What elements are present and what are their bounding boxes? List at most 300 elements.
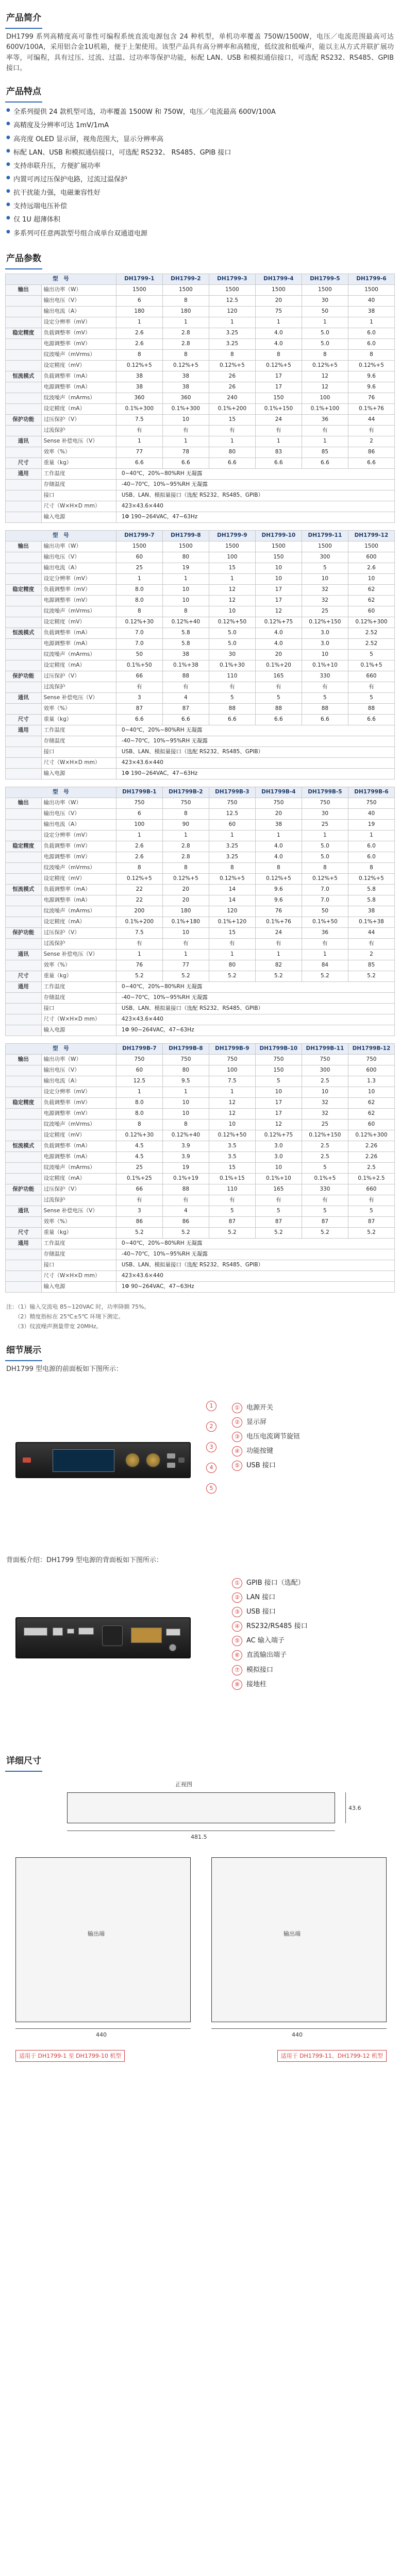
spec-value: 86: [162, 1217, 209, 1228]
legend-item: [232, 1605, 308, 1619]
spec-value: 1: [302, 950, 348, 960]
spec-value: 150: [255, 393, 302, 404]
spec-value: 50: [116, 650, 162, 660]
spec-value: 10: [209, 606, 255, 617]
spec-row: [6, 960, 395, 971]
spec-row: [6, 1109, 395, 1120]
spec-row: [6, 841, 395, 852]
front-panel-caption: DH1799 型电源的前面板如下图所示：: [6, 1365, 123, 1374]
spec-value: 1.3: [348, 1076, 394, 1087]
spec-value: 5: [209, 693, 255, 704]
spec-header-row: [6, 1044, 395, 1055]
legend-label: RS232/RS485 接口: [246, 1622, 308, 1631]
spec-value: 5.2: [302, 1228, 348, 1239]
spec-value: 20: [255, 809, 302, 820]
spec-value: 0.1%+2.5: [348, 1174, 394, 1184]
spec-value: 3.0: [255, 1152, 302, 1163]
spec-name: 电源调整率（mA）: [41, 639, 116, 650]
spec-value: 3.0: [302, 639, 348, 650]
spec-group: 通用: [6, 1239, 42, 1249]
spec-value: 有: [116, 1195, 162, 1206]
spec-value: 有: [255, 1195, 302, 1206]
spec-value: 1: [162, 574, 209, 585]
spec-group: 尺寸: [6, 1228, 42, 1239]
spec-name: Sense 补偿电压（V）: [41, 693, 116, 704]
spec-value: 30: [302, 296, 348, 307]
spec-name: 输出功率（W）: [41, 798, 116, 809]
spec-value: 8: [116, 863, 162, 874]
spec-value: 0.12%+5: [302, 874, 348, 885]
spec-value: 87: [209, 1217, 255, 1228]
feature-item: ● 内置可再过压保护电路，过流过温保护: [6, 173, 394, 187]
rear-panel-figure: [5, 1571, 395, 1741]
spec-value: 77: [162, 960, 209, 971]
spec-shared-value: 1Φ 90~264VAC，47~63Hz: [116, 1282, 394, 1293]
spec-value: 5.2: [348, 1228, 394, 1239]
model-name: DH1799B-12: [348, 1044, 394, 1055]
spec-value: 1: [116, 317, 162, 328]
spec-shared-row: [6, 501, 395, 512]
spec-value: 83: [255, 447, 302, 458]
spec-row: [6, 1098, 395, 1109]
spec-shared-value: 1Φ 190~264VAC，47~63Hz: [116, 512, 394, 523]
spec-value: 8: [116, 606, 162, 617]
spec-value: 50: [302, 906, 348, 917]
legend-number: ④: [232, 1621, 242, 1632]
spec-value: 600: [348, 1065, 394, 1076]
spec-value: 0.1%+50: [302, 917, 348, 928]
spec-value: 12: [209, 1109, 255, 1120]
spec-name: 电源调整率（mA）: [41, 1152, 116, 1163]
spec-row: [6, 660, 395, 671]
spec-value: 17: [255, 596, 302, 606]
spec-value: 6.6: [348, 715, 394, 725]
spec-row: [6, 361, 395, 371]
spec-value: 1500: [209, 541, 255, 552]
spec-value: 5: [255, 693, 302, 704]
model-name: DH1799B-9: [209, 1044, 255, 1055]
legend-label: USB 接口: [246, 1462, 276, 1470]
spec-value: 15: [209, 415, 255, 426]
spec-value: 300: [302, 552, 348, 563]
spec-value: 有: [302, 426, 348, 436]
side-right-label: 输出端: [284, 1930, 301, 1938]
spec-group: [6, 552, 42, 563]
spec-name: 尺寸（W×H×D mm）: [41, 1014, 116, 1025]
spec-value: 10: [348, 574, 394, 585]
spec-value: 5.8: [162, 628, 209, 639]
spec-value: 90: [162, 820, 209, 831]
spec-value: 5.8: [162, 639, 209, 650]
legend-number: ⑦: [232, 1665, 242, 1675]
spec-row: [6, 1152, 395, 1163]
spec-value: 6.6: [116, 715, 162, 725]
spec-name: 过压保护（V）: [41, 1184, 116, 1195]
spec-value: 有: [162, 682, 209, 693]
spec-value: 1: [209, 317, 255, 328]
spec-value: 8: [255, 350, 302, 361]
model-name: DH1799-10: [255, 531, 302, 541]
spec-value: 10: [162, 1109, 209, 1120]
spec-value: 88: [348, 704, 394, 715]
spec-value: 20: [255, 650, 302, 660]
spec-value: 5.0: [302, 841, 348, 852]
spec-shared-value: 423×43.6×440: [116, 1014, 394, 1025]
spec-value: 6.6: [255, 715, 302, 725]
spec-group: [6, 512, 42, 523]
spec-row: [6, 1228, 395, 1239]
spec-value: 12: [209, 596, 255, 606]
spec-group: [6, 501, 42, 512]
model-header: 型 号: [6, 787, 116, 798]
spec-value: 10: [209, 1120, 255, 1130]
spec-shared-value: 423×43.6×440: [116, 501, 394, 512]
params-title: 产品参数: [5, 249, 42, 269]
spec-table: [5, 274, 395, 523]
spec-value: 0.12%+5: [255, 361, 302, 371]
spec-name: 设定分辨率（mV）: [41, 317, 116, 328]
spec-value: 5.2: [255, 971, 302, 982]
spec-value: 25: [302, 606, 348, 617]
spec-value: 85: [302, 447, 348, 458]
spec-value: 38: [162, 382, 209, 393]
spec-value: 0.1%+20: [255, 660, 302, 671]
spec-name: 工作温度: [41, 725, 116, 736]
spec-name: 尺寸（W×H×D mm）: [41, 1271, 116, 1282]
spec-row: [6, 296, 395, 307]
spec-value: 4.0: [255, 852, 302, 863]
spec-name: 存储温度: [41, 993, 116, 1004]
spec-row: [6, 371, 395, 382]
spec-value: 660: [348, 1184, 394, 1195]
spec-group: 通讯: [6, 436, 42, 447]
spec-value: 有: [116, 682, 162, 693]
spec-value: 8: [162, 1120, 209, 1130]
spec-group: 尺寸: [6, 715, 42, 725]
spec-shared-row: [6, 758, 395, 769]
spec-value: 8.0: [116, 1109, 162, 1120]
spec-value: 6.6: [209, 715, 255, 725]
spec-value: 2.52: [348, 639, 394, 650]
spec-value: 0.1%+100: [302, 404, 348, 415]
spec-value: 14: [209, 885, 255, 895]
spec-row: [6, 339, 395, 350]
spec-value: 7.5: [116, 415, 162, 426]
spec-value: 8: [209, 863, 255, 874]
spec-value: 4.0: [255, 628, 302, 639]
spec-value: 5: [348, 1206, 394, 1217]
spec-row: [6, 906, 395, 917]
spec-value: 有: [255, 682, 302, 693]
spec-value: 180: [116, 307, 162, 317]
spec-value: 12: [255, 606, 302, 617]
spec-group: [6, 574, 42, 585]
spec-row: [6, 809, 395, 820]
spec-value: 24: [255, 415, 302, 426]
spec-value: 62: [348, 585, 394, 596]
spec-group: [6, 307, 42, 317]
spec-value: 2.8: [162, 852, 209, 863]
spec-name: Sense 补偿电压（V）: [41, 1206, 116, 1217]
spec-value: 10: [302, 1087, 348, 1098]
spec-value: 20: [255, 296, 302, 307]
spec-group: 保护功能: [6, 928, 42, 939]
spec-name: 负载调整率（mV）: [41, 1098, 116, 1109]
dimension-drawing: [5, 1775, 395, 2063]
spec-value: 3.9: [162, 1152, 209, 1163]
spec-value: 80: [209, 960, 255, 971]
spec-value: 10: [162, 585, 209, 596]
spec-value: 8: [116, 1120, 162, 1130]
legend-item: [232, 1415, 300, 1430]
spec-value: 88: [302, 704, 348, 715]
spec-value: 0.12%+150: [302, 617, 348, 628]
spec-value: 8: [348, 863, 394, 874]
spec-value: 10: [302, 650, 348, 660]
spec-value: 40: [348, 809, 394, 820]
spec-value: 2.5: [302, 1141, 348, 1152]
spec-value: 2.52: [348, 628, 394, 639]
spec-name: 设定精度（mV）: [41, 874, 116, 885]
spec-value: 0.1%+300: [116, 404, 162, 415]
spec-value: 7.5: [116, 928, 162, 939]
spec-shared-row: [6, 480, 395, 490]
legend-label: 接地柱: [246, 1680, 267, 1688]
feature-item: ● 高精度及分辨率可达 1mV/1mA: [6, 119, 394, 132]
spec-value: 1500: [116, 285, 162, 296]
spec-value: 750: [162, 798, 209, 809]
spec-group: 保护功能: [6, 1184, 42, 1195]
legend-label: 模拟接口: [246, 1666, 274, 1674]
spec-value: 17: [255, 1109, 302, 1120]
spec-value: 7.0: [116, 639, 162, 650]
spec-value: 22: [116, 895, 162, 906]
dimensions-title: 详细尺寸: [5, 1751, 42, 1772]
height-dimension-line: [345, 1792, 346, 1823]
spec-value: 150: [255, 1065, 302, 1076]
spec-name: 输出功率（W）: [41, 541, 116, 552]
spec-value: 750: [116, 798, 162, 809]
spec-shared-value: USB、LAN、模拟量接口（选配 RS232、RS485、GPIB）: [116, 490, 394, 501]
spec-value: 0.12%+5: [348, 874, 394, 885]
spec-value: 9.6: [255, 895, 302, 906]
right-caption: 适用于 DH1799-11、DH1799-12 机型: [277, 2050, 387, 2062]
spec-name: 输出电压（V）: [41, 552, 116, 563]
spec-value: 有: [116, 939, 162, 950]
spec-value: 1500: [255, 541, 302, 552]
spec-value: 1500: [162, 285, 209, 296]
spec-header-row: [6, 787, 395, 798]
spec-value: 44: [348, 928, 394, 939]
spec-name: 设定精度（mA）: [41, 1174, 116, 1184]
spec-value: 有: [162, 1195, 209, 1206]
spec-value: 24: [255, 928, 302, 939]
spec-value: 1500: [302, 285, 348, 296]
spec-name: 输入电源: [41, 512, 116, 523]
spec-value: 1: [348, 831, 394, 841]
spec-group: [6, 1004, 42, 1014]
depth-label-right: 440: [292, 2031, 303, 2039]
spec-value: 0.12%+5: [348, 361, 394, 371]
legend-number: ⑧: [232, 1680, 242, 1690]
spec-value: 10: [162, 415, 209, 426]
side-view-right: [211, 1857, 387, 2022]
spec-row: [6, 798, 395, 809]
spec-group: 通讯: [6, 693, 42, 704]
spec-group: 保护功能: [6, 671, 42, 682]
spec-value: 有: [209, 682, 255, 693]
features-title: 产品特点: [5, 82, 42, 103]
spec-row: [6, 574, 395, 585]
spec-group: [6, 939, 42, 950]
spec-value: 有: [348, 426, 394, 436]
spec-value: 5: [302, 1163, 348, 1174]
spec-value: 5.2: [116, 971, 162, 982]
spec-value: 84: [302, 960, 348, 971]
model-name: DH1799-9: [209, 531, 255, 541]
spec-value: 0.12%+150: [302, 1130, 348, 1141]
spec-value: 有: [255, 939, 302, 950]
spec-value: 750: [302, 798, 348, 809]
side-view-left: [15, 1857, 191, 2022]
spec-shared-row: [6, 1025, 395, 1036]
spec-value: 76: [348, 393, 394, 404]
spec-row: [6, 1217, 395, 1228]
spec-group: [6, 1087, 42, 1098]
spec-value: 120: [209, 307, 255, 317]
spec-value: 有: [302, 682, 348, 693]
spec-value: 1: [255, 950, 302, 960]
spec-value: 38: [162, 371, 209, 382]
spec-name: 接口: [41, 747, 116, 758]
model-name: DH1799B-8: [162, 1044, 209, 1055]
model-name: DH1799-11: [302, 531, 348, 541]
spec-name: 存储温度: [41, 1249, 116, 1260]
spec-value: 0.1%+76: [348, 404, 394, 415]
spec-value: 32: [302, 1098, 348, 1109]
spec-value: 660: [348, 671, 394, 682]
spec-name: 负载调整率（mA）: [41, 1141, 116, 1152]
spec-shared-value: 0~40℃，20%~80%RH 无凝露: [116, 469, 394, 480]
details-title: 细节展示: [5, 1341, 42, 1361]
rear-panel-legend: [232, 1576, 308, 1692]
spec-note: （2）精度指标在 25℃±5℃ 环境下测定。: [6, 1313, 124, 1320]
spec-name: 效率（%）: [41, 447, 116, 458]
spec-value: 5.2: [162, 971, 209, 982]
legend-item: [232, 1677, 308, 1692]
spec-shared-value: 0~40℃，20%~80%RH 无凝露: [116, 1239, 394, 1249]
spec-value: 3.0: [255, 1141, 302, 1152]
spec-shared-row: [6, 469, 395, 480]
height-label: 43.6: [348, 1805, 361, 1812]
spec-row: [6, 831, 395, 841]
spec-value: 6.6: [209, 458, 255, 469]
spec-notes: [5, 1300, 395, 1337]
spec-name: 电源调整率（mA）: [41, 382, 116, 393]
spec-group: 恒流模式: [6, 628, 42, 639]
spec-name: 输出电流（A）: [41, 1076, 116, 1087]
spec-name: 输出电流（A）: [41, 820, 116, 831]
spec-value: 0.12%+300: [348, 1130, 394, 1141]
legend-label: USB 接口: [246, 1608, 276, 1616]
spec-shared-row: [6, 982, 395, 993]
spec-value: 26: [209, 371, 255, 382]
model-name: DH1799-12: [348, 531, 394, 541]
spec-value: 50: [302, 307, 348, 317]
spec-value: 6.0: [348, 339, 394, 350]
spec-value: 0.1%+180: [162, 917, 209, 928]
spec-shared-value: 0~40℃，20%~80%RH 无凝露: [116, 982, 394, 993]
spec-row: [6, 628, 395, 639]
spec-name: 负载调整率（mV）: [41, 841, 116, 852]
spec-row: [6, 1076, 395, 1087]
spec-value: 有: [209, 426, 255, 436]
spec-name: 效率（%）: [41, 1217, 116, 1228]
spec-group: 通讯: [6, 950, 42, 960]
spec-row: [6, 393, 395, 404]
legend-label: GPIB 接口（选配）: [246, 1579, 305, 1587]
spec-value: 有: [162, 426, 209, 436]
spec-name: 纹波噪声（mVrms）: [41, 606, 116, 617]
spec-value: 17: [255, 1098, 302, 1109]
spec-value: 200: [116, 906, 162, 917]
spec-value: 4.5: [116, 1152, 162, 1163]
spec-row: [6, 596, 395, 606]
spec-value: 3.5: [209, 1141, 255, 1152]
spec-value: 9.6: [348, 371, 394, 382]
legend-label: 功能按键: [246, 1447, 274, 1455]
spec-row: [6, 863, 395, 874]
spec-value: 5.0: [209, 639, 255, 650]
legend-number: ②: [232, 1417, 242, 1428]
spec-value: 1: [255, 317, 302, 328]
front-panel-legend: [232, 1401, 300, 1473]
depth-label-left: 440: [96, 2031, 107, 2039]
spec-shared-value: USB、LAN、模拟量接口（选配 RS232、RS485、GPIB）: [116, 1004, 394, 1014]
front-view-label: 正视图: [175, 1781, 192, 1788]
spec-value: 600: [348, 552, 394, 563]
rear-panel-device: [15, 1617, 191, 1658]
spec-value: 62: [348, 1109, 394, 1120]
spec-group: [6, 863, 42, 874]
spec-group: [6, 736, 42, 747]
legend-number: ③: [232, 1607, 242, 1617]
spec-row: [6, 563, 395, 574]
spec-value: 0.12%+5: [116, 361, 162, 371]
features-list: [5, 103, 395, 245]
spec-value: 8: [162, 606, 209, 617]
spec-row: [6, 307, 395, 317]
spec-name: 负载调整率（mV）: [41, 328, 116, 339]
feature-item: ● 多系列可任意两款型号组合成单台双通道电源: [6, 227, 394, 241]
spec-value: 7.0: [302, 895, 348, 906]
spec-shared-value: USB、LAN、模拟量接口（选配 RS232、RS485、GPIB）: [116, 747, 394, 758]
model-name: DH1799-7: [116, 531, 162, 541]
spec-header-row: [6, 531, 395, 541]
spec-value: 87: [162, 704, 209, 715]
spec-value: 5.0: [302, 852, 348, 863]
spec-group: [6, 906, 42, 917]
spec-value: 2.6: [116, 852, 162, 863]
spec-value: 87: [255, 1217, 302, 1228]
spec-value: 87: [116, 704, 162, 715]
spec-name: 重量（kg）: [41, 458, 116, 469]
model-name: DH1799B-2: [162, 787, 209, 798]
current-knob-icon: [145, 1452, 161, 1468]
spec-shared-row: [6, 736, 395, 747]
spec-name: 过流保护: [41, 1195, 116, 1206]
spec-value: 6: [116, 296, 162, 307]
